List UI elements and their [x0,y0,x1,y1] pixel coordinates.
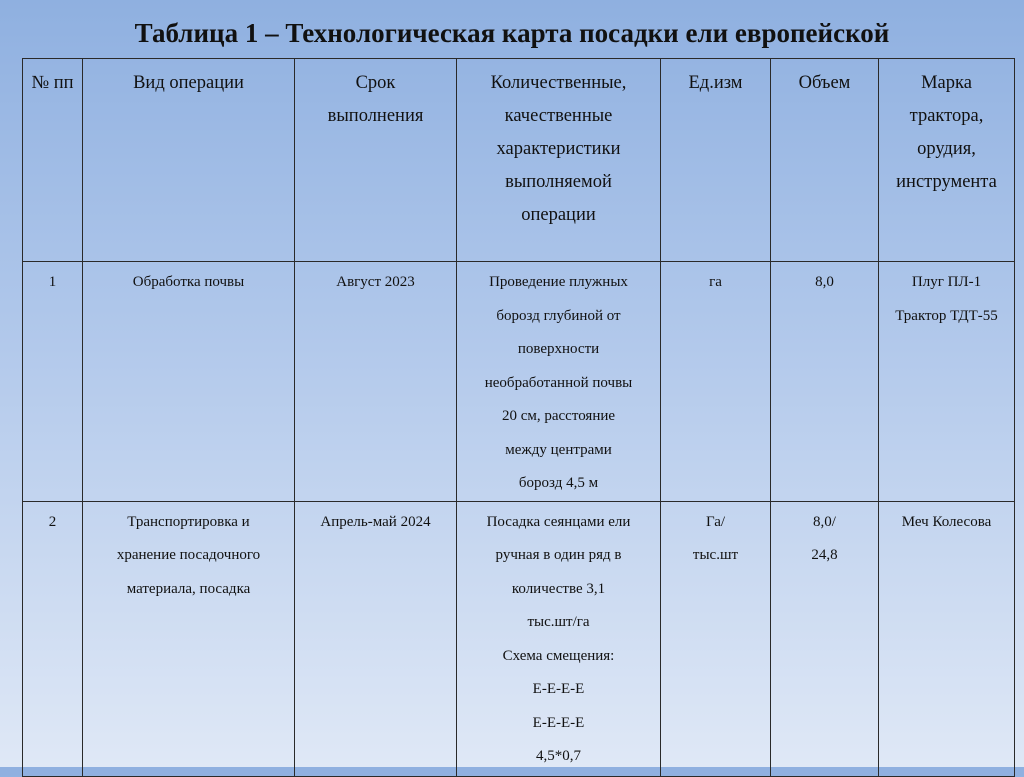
cell-term: Август 2023 [295,262,457,502]
cell-operation: Обработка почвы [83,262,295,502]
page-title: Таблица 1 – Технологическая карта посадки ели европейской [134,18,890,48]
cell-number: 2 [23,501,83,776]
table-header-row [23,59,1015,262]
cell-volume: 8,0 [771,262,879,502]
header-equipment: Марка трактора, орудия, инструмента [879,59,1015,262]
cell-term: Апрель-май 2024 [295,501,457,776]
header-number: № пп [23,59,83,262]
cell-equipment: Меч Колесова [879,501,1015,776]
header-volume: Объем [771,59,879,262]
header-characteristics: Количественные, качественные характеристики выполняемой операции [457,59,661,262]
technology-card-table [22,58,1015,777]
cell-unit: Га/ тыс.шт [661,501,771,776]
cell-characteristics: Проведение плужных борозд глубиной от поверхности необработанной почвы 20 см, расстояние между центрами борозд 4,5 м [457,262,661,502]
header-operation: Вид операции [83,59,295,262]
cell-characteristics: Посадка сеянцами ели ручная в один ряд в количестве 3,1 тыс.шт/га Схема смещения: Е-Е-Е-Е Е-Е-Е-Е 4,5*0,7 [457,501,661,776]
header-unit: Ед.изм [661,59,771,262]
table-row [23,262,1015,502]
cell-volume: 8,0/ 24,8 [771,501,879,776]
cell-equipment: Плуг ПЛ-1 Трактор ТДТ-55 [879,262,1015,502]
table-row [23,501,1015,776]
cell-operation: Транспортировка и хранение посадочного материала, посадка [83,501,295,776]
cell-number: 1 [23,262,83,502]
header-term: Срок выполнения [295,59,457,262]
cell-unit: га [661,262,771,502]
